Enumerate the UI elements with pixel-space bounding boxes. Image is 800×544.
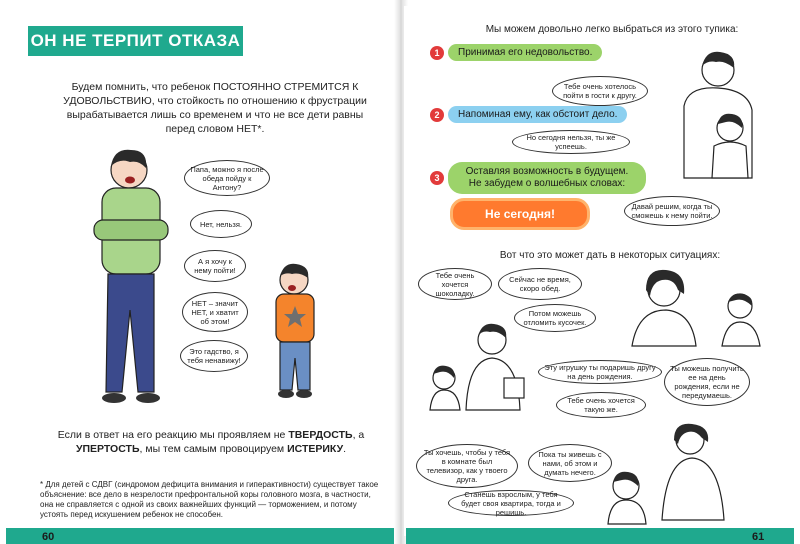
situation-bubble-4: Эту игрушку ты подаришь другу на день рождения. [538, 360, 662, 384]
situation-bubble-9: Станешь взрослым, у тебя будет своя квартира, тогда и решишь. [448, 490, 574, 516]
section-heading: Вот что это может дать в некоторых ситуациях: [499, 250, 721, 261]
step-number: 2 [430, 108, 444, 122]
speech-bubble-child-1: Папа, можно я после обеда пойду к Антону? [184, 160, 270, 196]
magic-words-badge: Не сегодня! [450, 198, 590, 230]
page-title: ОН НЕ ТЕРПИТ ОТКАЗА [28, 26, 243, 56]
right-heading: Мы можем довольно легко выбраться из этого тупика: [485, 24, 739, 35]
mother-teen-illustration [596, 420, 766, 524]
step-3 [430, 162, 646, 194]
father-illustration [84, 140, 184, 420]
father-kid-gift-illustration [422, 320, 540, 410]
mother-child-illustration [622, 266, 772, 346]
step-label: Напоминая ему, как обстоит дело. [448, 106, 627, 123]
intro-text: Будем помнить, что ребенок ПОСТОЯННО СТРЕМИТСЯ К УДОВОЛЬСТВИЮ, что стойкость по отношению к фрустрации вырабатывается лишь со временем и что не все дети равны перед словом НЕТ*. [63, 81, 367, 135]
situation-bubble-1: Тебе очень хочется шоколадку. [418, 268, 492, 300]
caption: Если в ответ на его реакцию мы проявляем не ТВЕРДОСТЬ, а УПЕРТОСТЬ, мы тем самым провоцируем ИСТЕРИКУ. [57, 429, 365, 455]
step-1-bubble: Тебе очень хотелось пойти в гости к другу. [552, 76, 648, 106]
speech-bubble-father-1: Нет, нельзя. [190, 210, 252, 238]
page-number-right: 61 [752, 531, 765, 543]
footer-bar-left [6, 528, 394, 544]
situation-bubble-6: Ты можешь получить ее на день рождения, если не передумаешь. [664, 358, 750, 406]
situation-bubble-2: Сейчас не время, скоро обед. [498, 268, 582, 300]
step-3-bubble: Давай решим, когда ты сможешь к нему пойти. [624, 196, 720, 226]
step-number: 3 [430, 171, 444, 185]
step-1 [430, 44, 602, 61]
parent-child-illustration [658, 46, 768, 178]
speech-bubble-father-2: НЕТ – значит НЕТ, и хватит об этом! [182, 292, 248, 332]
child-illustration [268, 262, 328, 402]
speech-bubble-child-2: А я хочу к нему пойти! [184, 250, 246, 282]
step-label: Принимая его недовольство. [448, 44, 602, 61]
footnote: * Для детей с СДВГ (синдромом дефицита внимания и гиперактивности) существует такое объяснение: все дело в незрелости префронтальной коры головного мозга, в частности, она не справляется с одной из своих важнейших функций — торможением, и потому устоять перед искушением ребенок не способен. [40, 480, 379, 519]
step-label: Оставляя возможность в будущем. Не забудем о волшебных словах: [448, 162, 646, 194]
situation-bubble-7: Ты хочешь, чтобы у тебя в комнате был телевизор, как у твоего друга. [416, 444, 518, 488]
situation-bubble-8: Пока ты живешь с нами, об этом и думать нечего. [528, 444, 612, 482]
step-number: 1 [430, 46, 444, 60]
step-2 [430, 106, 627, 123]
situation-bubble-5: Тебе очень хочется такую же. [556, 392, 646, 418]
footer-bar-right [406, 528, 794, 544]
situation-bubble-3: Потом можешь отломить кусочек. [514, 304, 596, 332]
page-number-left: 60 [42, 531, 55, 543]
speech-bubble-child-3: Это гадство, я тебя ненавижу! [180, 340, 248, 372]
step-2-bubble: Но сегодня нельзя, ты же успеешь. [512, 130, 630, 154]
